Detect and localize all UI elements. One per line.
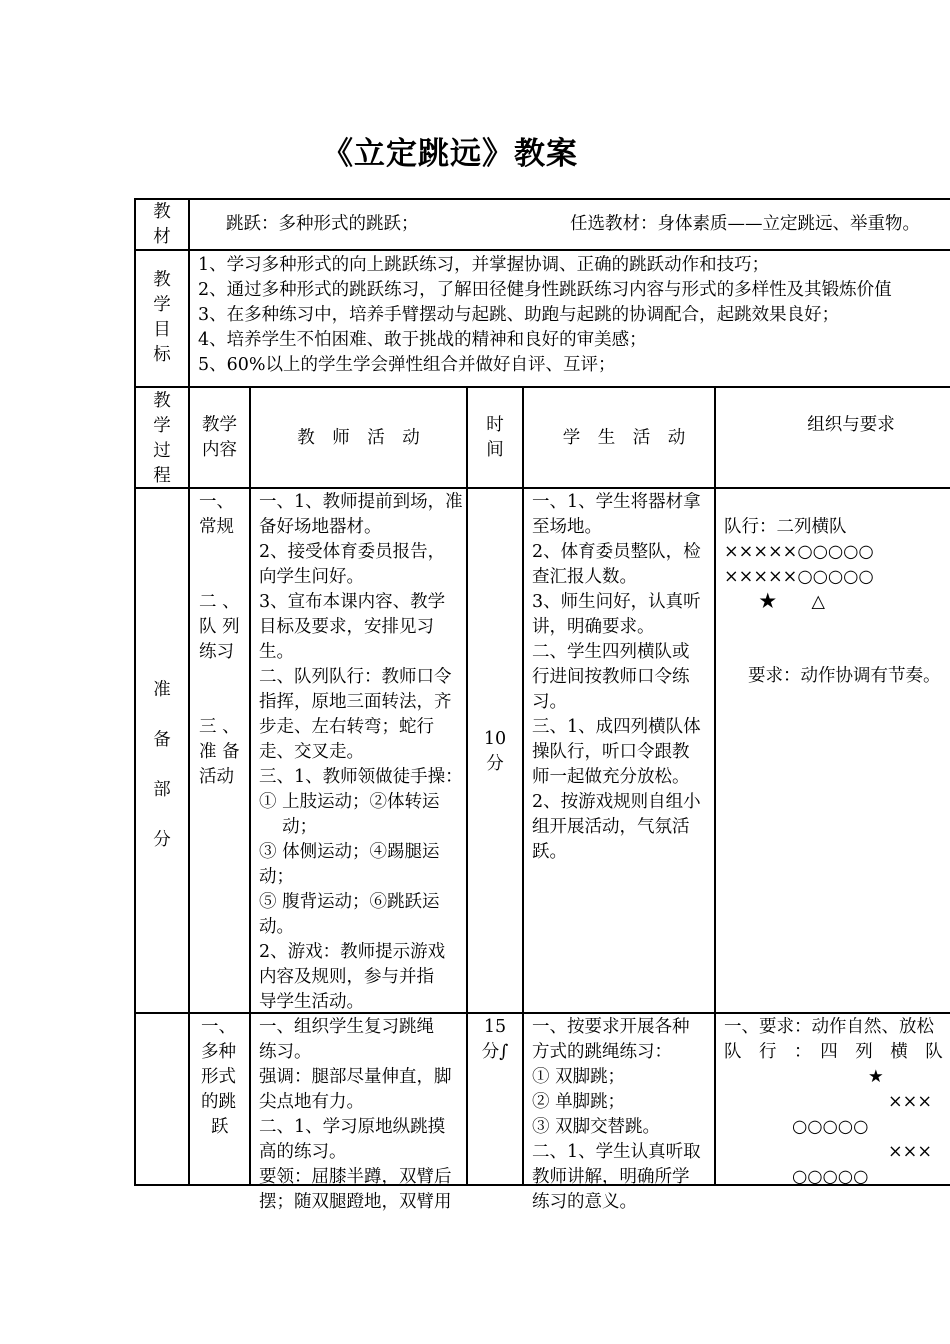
material-label: 教 材	[153, 202, 171, 247]
prep-content-warmup: 三 、 准 备 活动	[199, 717, 240, 787]
basic-student-activity: 一、按要求开展各种 方式的跳绳练习： ① 双脚跳； ② 单脚跳； ③ 双脚交替跳。 二、1、学生认真听取 教师讲解，明确所学 练习的意义。	[532, 1017, 701, 1212]
material-main: 跳跃：多种形式的跳跃；	[226, 214, 419, 234]
goal-item: 5、60%以上的学生学会弹性组合并做好自评、互评；	[198, 355, 616, 375]
basic-content: 一、 多种 形式 的跳 跃	[201, 1017, 236, 1137]
prep-content-drill: 二 、 队 列 练习	[199, 592, 240, 662]
prep-content-routine: 一、 常规	[199, 492, 234, 537]
basic-org-star: ★	[868, 1067, 884, 1087]
page-title: 《立定跳远》教案	[322, 136, 578, 172]
header-teacher: 教 师 活 动	[297, 428, 420, 448]
prep-time: 10 分	[483, 729, 507, 774]
basic-org-row: ○○○○○	[792, 1117, 869, 1137]
goal-item: 3、在多种练习中，培养手臂摆动与起跳、助跑与起跳的协调配合，起跳效果良好；	[198, 305, 840, 325]
basic-org-row: ×××	[888, 1092, 932, 1112]
prep-student-activity: 一、1、学生将器材拿 至场地。 2、体育委员整队，检 查汇报人数。 3、师生问好，认真听 讲，明确要求。 二、学生四列横队或 行进间按教师口令练 习。 三、1、成四列横队体 操队行，听口令跟教 师一起做充分放松。 2、按游戏规则自组小 组开展活动，气氛活 跃。	[532, 492, 701, 862]
prep-teacher-activity: 一、1、教师提前到场，准 备好场地器材。 2、接受体育委员报告， 向学生问好。 3、宣布本课内容、教学 目标及要求，安排见习 生。 二、队列队行：教师口令 指挥，原地三面转法，齐 步走、左右转弯；蛇行 走、交叉走。 三、1、教师领做徒手操： ① 上肢运动；②体转运 动； ③ 体侧运动；④踢腿运 动； ⑤ 腹背运动；⑥跳跃运 动。 2、游戏：教师提示游戏 内容及规则，参与并指 导学生活动。	[259, 492, 463, 1012]
goals-list	[198, 253, 892, 378]
prep-org-requirement: 要求：动作协调有节奏。	[748, 666, 941, 686]
basic-org-requirement: 一、要求：动作自然、放松 队 行 ： 四 列 横 队	[724, 1017, 943, 1062]
basic-org-row: ○○○○○	[792, 1167, 869, 1187]
header-process: 教 学 过 程	[153, 391, 171, 486]
header-time: 时 间	[486, 415, 504, 460]
basic-teacher-activity: 一、组织学生复习跳绳 练习。 强调：腿部尽量伸直，脚 尖点地有力。 二、1、学习原地纵跳摸 高的练习。 要领：屈膝半蹲，双臂后 摆；随双腿蹬地，双臂用	[259, 1017, 452, 1212]
material-optional: 任选教材：身体素质——立定跳远、举重物。	[570, 214, 920, 234]
header-content: 教学 内容	[202, 415, 237, 460]
goal-item: 2、通过多种形式的跳跃练习，了解田径健身性跳跃练习内容与形式的多样性及其锻炼价值	[198, 280, 892, 300]
header-org: 组织与要求	[807, 415, 895, 435]
basic-org-row: ×××	[888, 1142, 932, 1162]
header-student: 学 生 活 动	[562, 428, 686, 448]
goals-label: 教 学 目 标	[153, 270, 171, 365]
basic-time: 15 分∫	[481, 1017, 509, 1062]
prep-org-formation: 队行：二列横队 ×××××○○○○○ ×××××○○○○○ ★ △	[724, 517, 874, 612]
goal-item: 1、学习多种形式的向上跳跃练习，并掌握协调、正确的跳跃动作和技巧；	[198, 255, 770, 275]
prep-phase: 准 备 部 分	[153, 680, 171, 850]
goal-item: 4、培养学生不怕困难、敢于挑战的精神和良好的审美感；	[198, 330, 647, 350]
